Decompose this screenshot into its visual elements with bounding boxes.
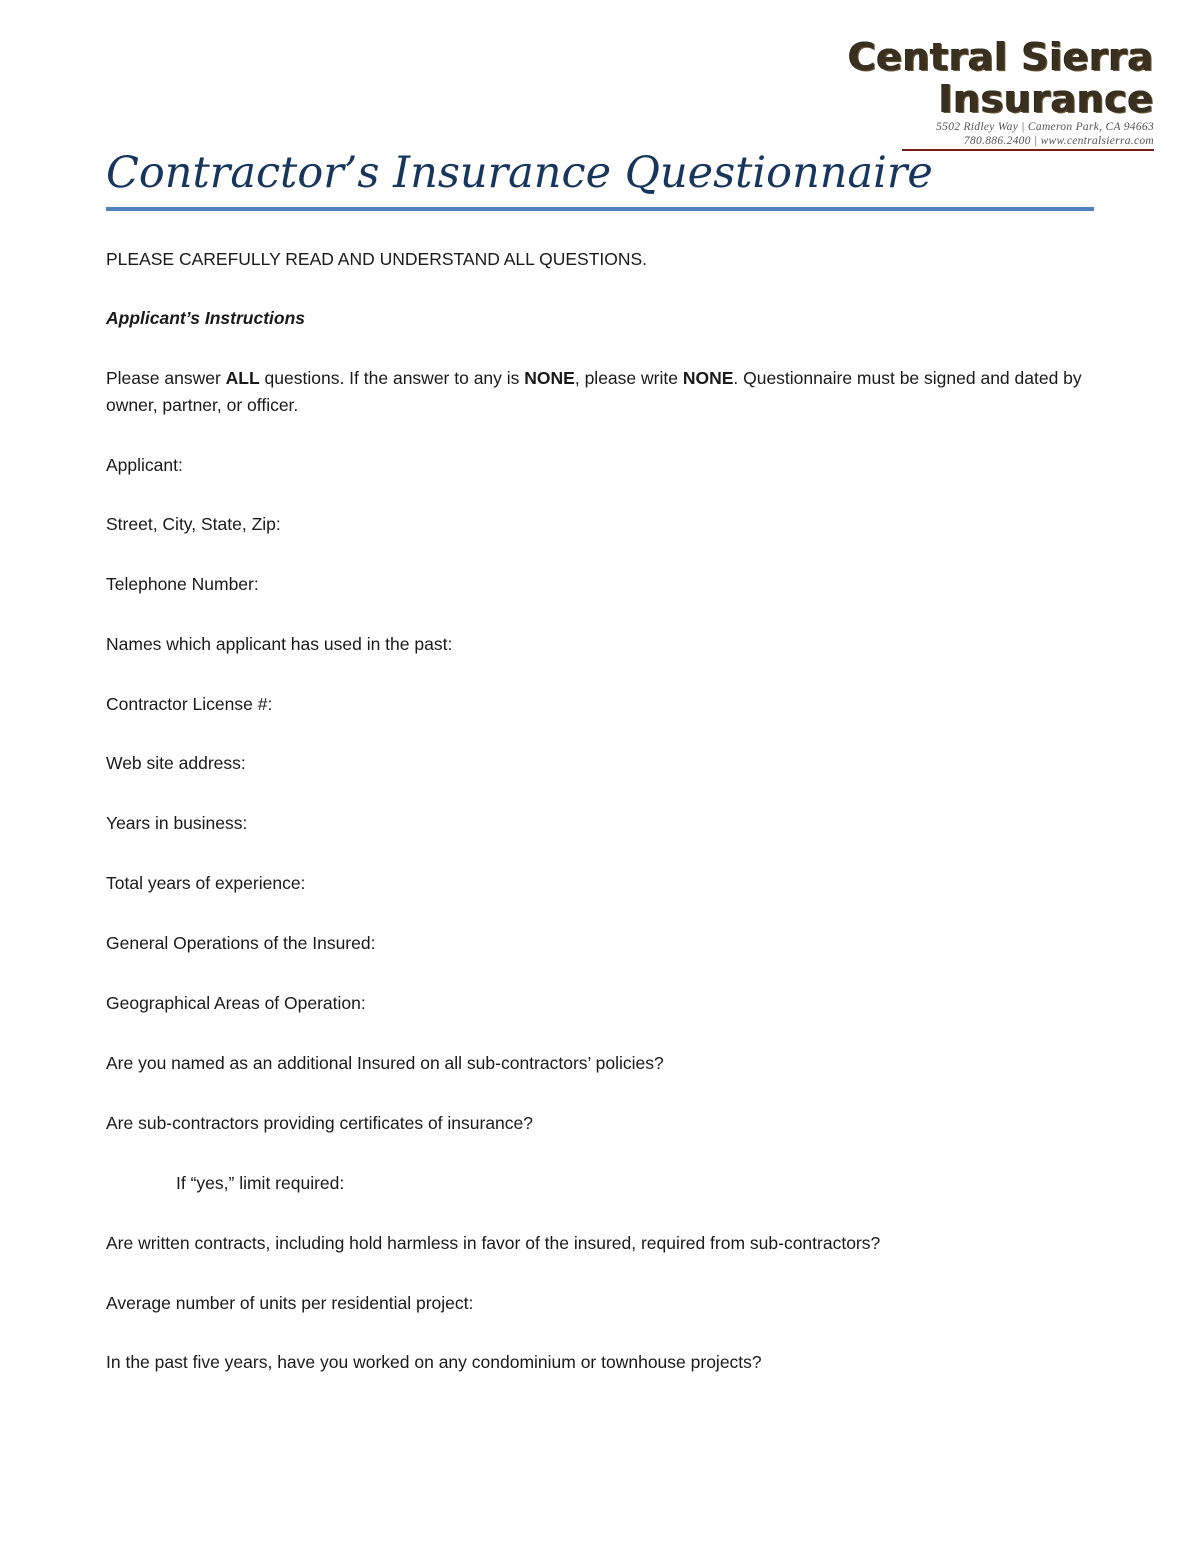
field-certificates: Are sub-contractors providing certificates of insurance? [106,1113,534,1133]
field-additional-insured: Are you named as an additional Insured on all sub-contractors’ policies? [106,1053,664,1073]
field-written-contracts: Are written contracts, including hold harmless in favor of the insured, required from sub-contractors? [106,1233,881,1253]
field-license: Contractor License #: [106,694,273,714]
company-name: Central Sierra Insurance [848,35,1154,121]
field-limit-required: If “yes,” limit required: [176,1173,345,1193]
field-past-names: Names which applicant has used in the past: [106,634,453,654]
page-title: Contractor’s Insurance Questionnaire [106,148,933,198]
notice-text: PLEASE CAREFULLY READ AND UNDERSTAND ALL QUESTIONS. [106,249,648,269]
instructions-paragraph: Please answer ALL questions. If the answer to any is NONE, please write NONE. Questionnaire must be signed and dated by owner, partner, or officer. [106,368,1082,415]
logo-underline [902,149,1154,151]
field-geographical-areas: Geographical Areas of Operation: [106,993,366,1013]
field-applicant: Applicant: [106,455,183,475]
field-units-per-project: Average number of units per residential project: [106,1293,474,1313]
field-website: Web site address: [106,753,246,773]
company-logo [694,36,1154,151]
field-telephone: Telephone Number: [106,574,259,594]
title-divider [106,207,1094,211]
field-years-business: Years in business: [106,813,248,833]
field-general-operations: General Operations of the Insured: [106,933,376,953]
field-condo-projects: In the past five years, have you worked on any condominium or townhouse projects? [106,1352,762,1372]
company-address: 5502 Ridley Way | Cameron Park, CA 94663 [936,121,1154,133]
company-contact: 780.886.2400 | www.centralsierra.com [963,135,1154,147]
field-years-experience: Total years of experience: [106,873,306,893]
field-address: Street, City, State, Zip: [106,514,281,534]
instructions-heading: Applicant’s Instructions [106,308,306,328]
